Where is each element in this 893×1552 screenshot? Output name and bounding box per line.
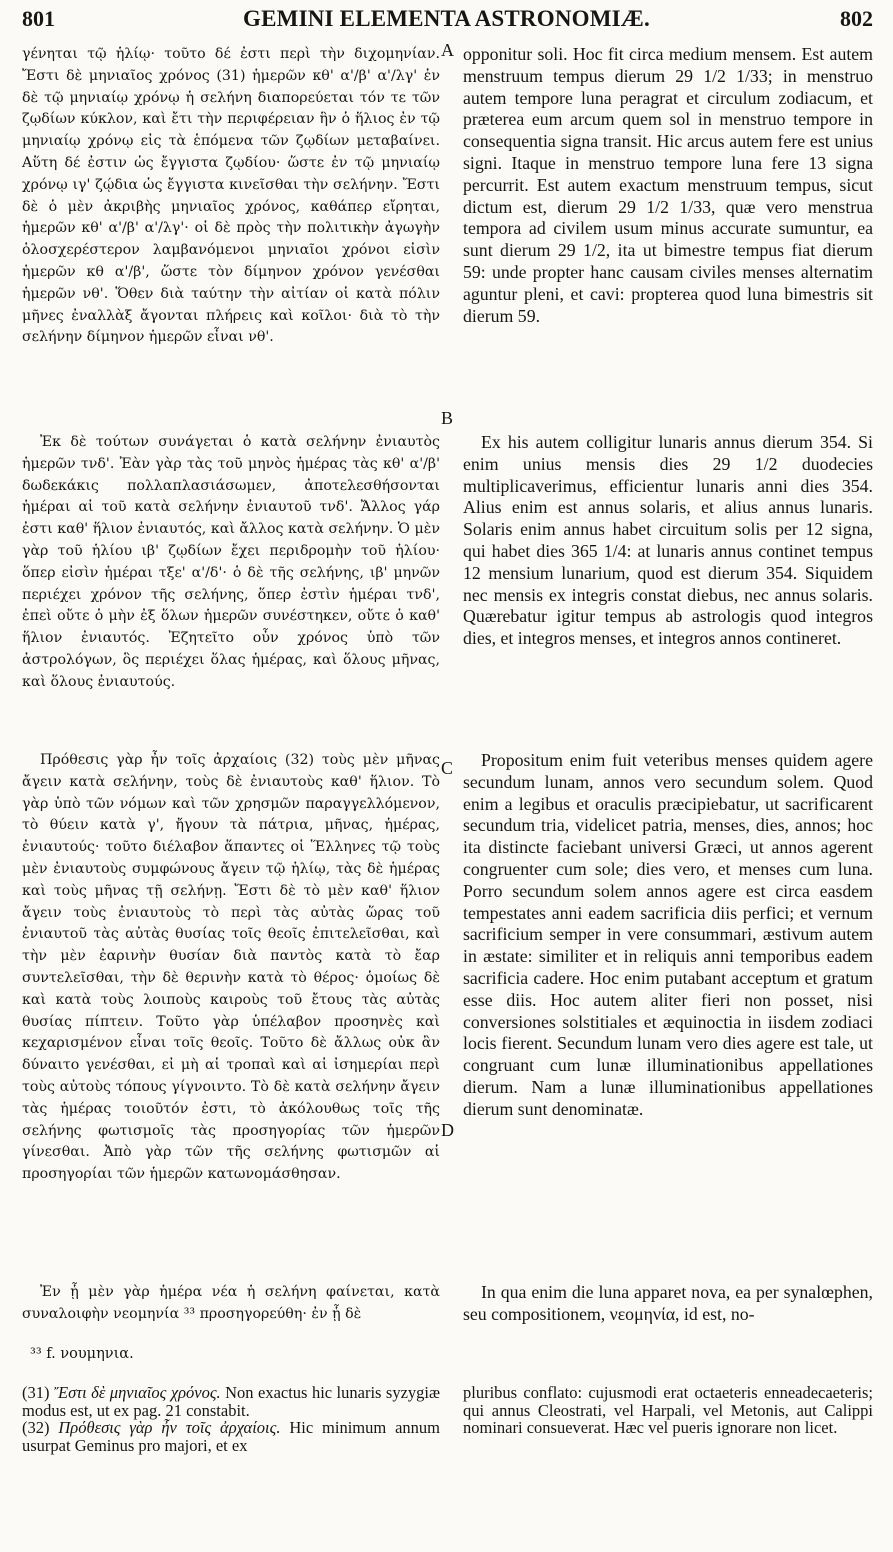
latin-paragraph-2: Ex his autem colligitur lunaris annus dierum 354. Si enim unius mensis dies 29 1/2 duodecies multiplicaverimus, efficientur lunaris anni dies 354. Alius enim est annus solaris, et alius annus lunaris. Solaris enim annus habet circuitum solis per 12 signa, qui habet dies 365 1/4: at lunaris annus continet tempus 12 mensium lunarium, quod est dierum 354. Siquidem nec mensis ex integris constat diebus, nec annus solaris. Quærebatur igitur tempus ab astrologis quod integros dies, et integros menses, et integros annos contineret. <box>463 432 873 649</box>
notes-right <box>463 1384 873 1437</box>
notes-left <box>22 1384 440 1454</box>
note-32-text: Hic minimum annum usurpat Geminus pro majori, et ex <box>22 1418 441 1455</box>
latin-paragraph-1: opponitur soli. Hoc fit circa medium mensem. Est autem menstruum tempus dierum 29 1/2 1/33; in menstruo autem tempore luna peragrat et circulum zodiacum, et præterea eum arcum quem sol in menstruo tempore in consequentia signa transit. Hic arcus autem fere est unius signi. Itaque in menstruo tempore luna fere 13 signa percurrit. Est autem exactum menstruum tempus, sicut dictum est, dierum 29 1/2 1/33, quæ vero menstrua tempora ad civilem usum minus accurate sumuntur, ea sunt dierum 29 1/2, ita ut bimestre tempus fiat dierum 59: unde propter hanc causam civiles menses alternatim aguntur pleni, et cavi: propterea quod luna bimestris sit dierum 59. <box>463 44 873 326</box>
margin-letter-c: C <box>441 758 454 778</box>
note-31-text: Non exactus hic lunaris syzygiæ modus est, ut ex pag. 21 constabit. <box>22 1383 441 1420</box>
margin-letter-b: B <box>441 408 454 428</box>
greek-paragraph-3: Πρόθεσις γὰρ ἦν τοῖς ἀρχαίοις (32) τοὺς μὲν μῆνας ἄγειν κατὰ σελήνην, τοὺς δὲ ἐνιαυτοὺς καθ' ἥλιον. Τὸ γὰρ ὑπὸ τῶν νόμων καὶ τῶν χρησμῶν παραγγελλόμενον, τὸ θύειν κατὰ γ', ἤγουν τὰ πάτρια, μῆνας, ἡμέρας, ἐνιαυτούς· τοῦτο διέλαβον ἅπαντες οἱ Ἕλληνες τῷ τοὺς μὲν ἐνιαυτοὺς συμφώνους ἄγειν τῷ ἡλίῳ, τὰς δὲ ἡμέρας καὶ τοὺς μῆνας τῇ σελήνῃ. Ἔστι δὲ τὸ μὲν καθ' ἥλιον ἄγειν τοὺς ἐνιαυτοὺς τὸ περὶ τὰς αὐτὰς ὥρας τοῦ ἐνιαυτοῦ τὰς αὐτὰς θυσίας τοῖς θεοῖς ἐπιτελεῖσθαι, καὶ τὴν μὲν ἐαρινὴν θυσίαν διὰ παντὸς κατὰ τὸ ἔαρ συντελεῖσθαι, τὴν δὲ θερινὴν κατὰ τὸ θέρος· ὁμοίως δὲ καὶ κατὰ τοὺς λοιποὺς καιροὺς τοῦ ἔτους τὰς αὐτὰς θυσίας πίπτειν. Τοῦτο γὰρ ὑπέλαβον προσηνὲς καὶ κεχαρισμένον εἶναι τοῖς θεοῖς. Τοῦτο δὲ ἄλλως οὐκ ἂν δύναιτο γενέσθαι, εἰ μὴ αἱ τροπαὶ καὶ αἱ ἰσημερίαι περὶ τοὺς αὐτοὺς τόπους γίγνοιντο. Τὸ δὲ κατὰ σελήνην ἄγειν τὰς ἡμέρας τοιοῦτόν ἐστι, τὸ ἀκόλουθως τοῖς τῆς σελήνης φωτισμοῖς τὰς προσηγορίας τῶν ἡμερῶν γίνεσθαι. Ἀπὸ γὰρ τῶν τῆς σελήνης φωτισμῶν αἱ προσηγορίαι τῶν ἡμερῶν κατωνομάσθησαν. <box>22 752 440 1183</box>
page-number-left: 801 <box>22 6 55 31</box>
running-title: GEMINI ELEMENTA ASTRONOMIÆ. <box>243 6 650 31</box>
note-32-label: (32) <box>22 1418 50 1437</box>
margin-letter-d: D <box>441 1120 454 1140</box>
margin-letter-a: A <box>441 40 454 60</box>
note-31 <box>22 1384 440 1419</box>
greek-footnote: ³³ f. νουμηνια. <box>30 1346 134 1362</box>
running-header <box>0 4 893 34</box>
note-32 <box>22 1419 440 1454</box>
greek-paragraph-4: Ἐν ᾗ μὲν γὰρ ἡμέρα νέα ἡ σελήνη φαίνεται, κατὰ συναλοιφὴν νεομηνία ³³ προσηγορεύθη· ἐν ᾗ δὲ <box>22 1284 440 1322</box>
greek-paragraph-2: Ἐκ δὲ τούτων συνάγεται ὁ κατὰ σελήνην ἐνιαυτὸς ἡμερῶν τνδ'. Ἐὰν γὰρ τὰς τοῦ μηνὸς ἡμέρας τὰς κθ' α'/β' δωδεκάκις πολλαπλασιάσωμεν, ἀποτελεσθήσονται ἡμέραι αἱ τοῦ κατὰ σελήνην ἐνιαυτοῦ τνδ'. Ἄλλος γάρ ἐστι καθ' ἥλιον ἐνιαυτός, καὶ ἄλλος κατὰ σελήνην. Ὁ μὲν γὰρ τοῦ ἡλίου ιβ' ζῳδίων ἔχει περιδρομὴν τοῦ ἡλίου· ὅπερ εἰσὶν ἡμέραι τξε' α'/δ'· ὁ δὲ τῆς σελήνης, ιβ' μηνῶν περιέχει χρόνον τῆς σελήνης, ὅπερ ἐστὶν ἡμέραι τνδ', ἐπεὶ οὔτε ὁ μὴν ἐξ ὅλων ἡμερῶν συνέστηκεν, οὔτε ὁ καθ' ἥλιον ἐνιαυτός. Ἐζητεῖτο οὖν χρόνος ὑπὸ τῶν ἀστρολόγων, ὃς περιέχει ὅλας ἡμέρας, καὶ ὅλους μῆνας, καὶ ὅλους ἐνιαυτούς. <box>22 434 440 690</box>
note-32-greek: Πρόθεσις γὰρ ἦν τοῖς ἀρχαίοις. <box>58 1418 281 1437</box>
greek-paragraph-1: γένηται τῷ ἡλίῳ· τοῦτο δέ ἐστι περὶ τὴν διχομηνίαν. Ἔστι δὲ μηνιαῖος χρόνος (31) ἡμερῶν κθ' α'/β' α'/λγ' ἐν δὲ τῷ μηνιαίῳ χρόνῳ ἡ σελήνη διαπορεύεται τόν τε τῶν ζῳδίων κύκλον, καὶ ἔτι τὴν περιφέρειαν ἣν ὁ ἥλιος ἐν τῷ μηνιαίῳ χρόνῳ εἰς τὰ ἑπόμενα τῶν ζῳδίων μεταβαίνει. Αὕτη δέ ἐστιν ὡς ἔγγιστα ζῳδίου· ὥστε ἐν τῷ μηνιαίῳ χρόνῳ ιγ' ζῴδια ὡς ἔγγιστα κινεῖσθαι τὴν σελήνην. Ἔστι δὲ ὁ μὲν ἀκριβὴς μηνιαῖος χρόνος, καθάπερ εἴρηται, ἡμερῶν κθ' α'/β' α'/λγ'· οἱ δὲ πρὸς τὴν πολιτικὴν ἀγωγὴν ὁλοσχερέστερον λαμβανόμενοι μηνιαῖοι χρόνοι εἰσὶν ἡμερῶν κθ α'/β', ὥστε τὸν δίμηνον χρόνον γενέσθαι ἡμερῶν νθ'. Ὅθεν διὰ ταύτην τὴν αἰτίαν οἱ κατὰ πόλιν μῆνες ἐναλλὰξ ἄγονται πλήρεις καὶ κοῖλοι· διὰ τὸ τὴν σελήνην δίμηνον ἡμερῶν εἶναι νθ'. <box>22 46 440 346</box>
page-number-right: 802 <box>840 6 873 31</box>
latin-paragraph-3: Propositum enim fuit veteribus menses quidem agere secundum lunam, annos vero secundum solem. Quod enim a legibus et oraculis præcipiebatur, ut sacrificarent secundum tria, videlicet patria, menses, dies, annos; hoc ita distincte faciebant universi Græci, ut annos agerent congruenter cum sole; dies vero, et menses cum luna. Porro secundum solem annos agere est circa easdem tempestates anni eadem sacrificia diis perfici; et vernum sacrificium semper in vere consummari, æstivum autem in æstate: similiter et in reliquis anni temporibus eadem sacrificia cadere. Hoc enim putabant acceptum et gratum esse diis. Hoc autem aliter fieri non posset, nisi conversiones solstitiales et æquinoctia in iisdem zodiaci locis fierent. Secundum lunam vero dies agere est tale, ut congruant cum lunæ illuminationibus appellationes dierum. Nam a lunæ illuminationibus appellationes dierum sunt denominatæ. <box>463 750 873 1119</box>
note-31-greek: Ἔστι δὲ μηνιαῖος χρόνος. <box>53 1383 221 1402</box>
note-31-label: (31) <box>22 1383 50 1402</box>
note-continuation: pluribus conflato: cujusmodi erat octaeteris enneadecaeteris; qui annus Cleostrati, vel Harpali, vel Metonis, aut Calippi nominari consueverat. Hæc vel pueris ignorare non licet. <box>463 1383 873 1437</box>
latin-paragraph-4: In qua enim die luna apparet nova, ea per synalœphen, seu compositionem, νεομηνία, id est, no- <box>463 1282 873 1324</box>
